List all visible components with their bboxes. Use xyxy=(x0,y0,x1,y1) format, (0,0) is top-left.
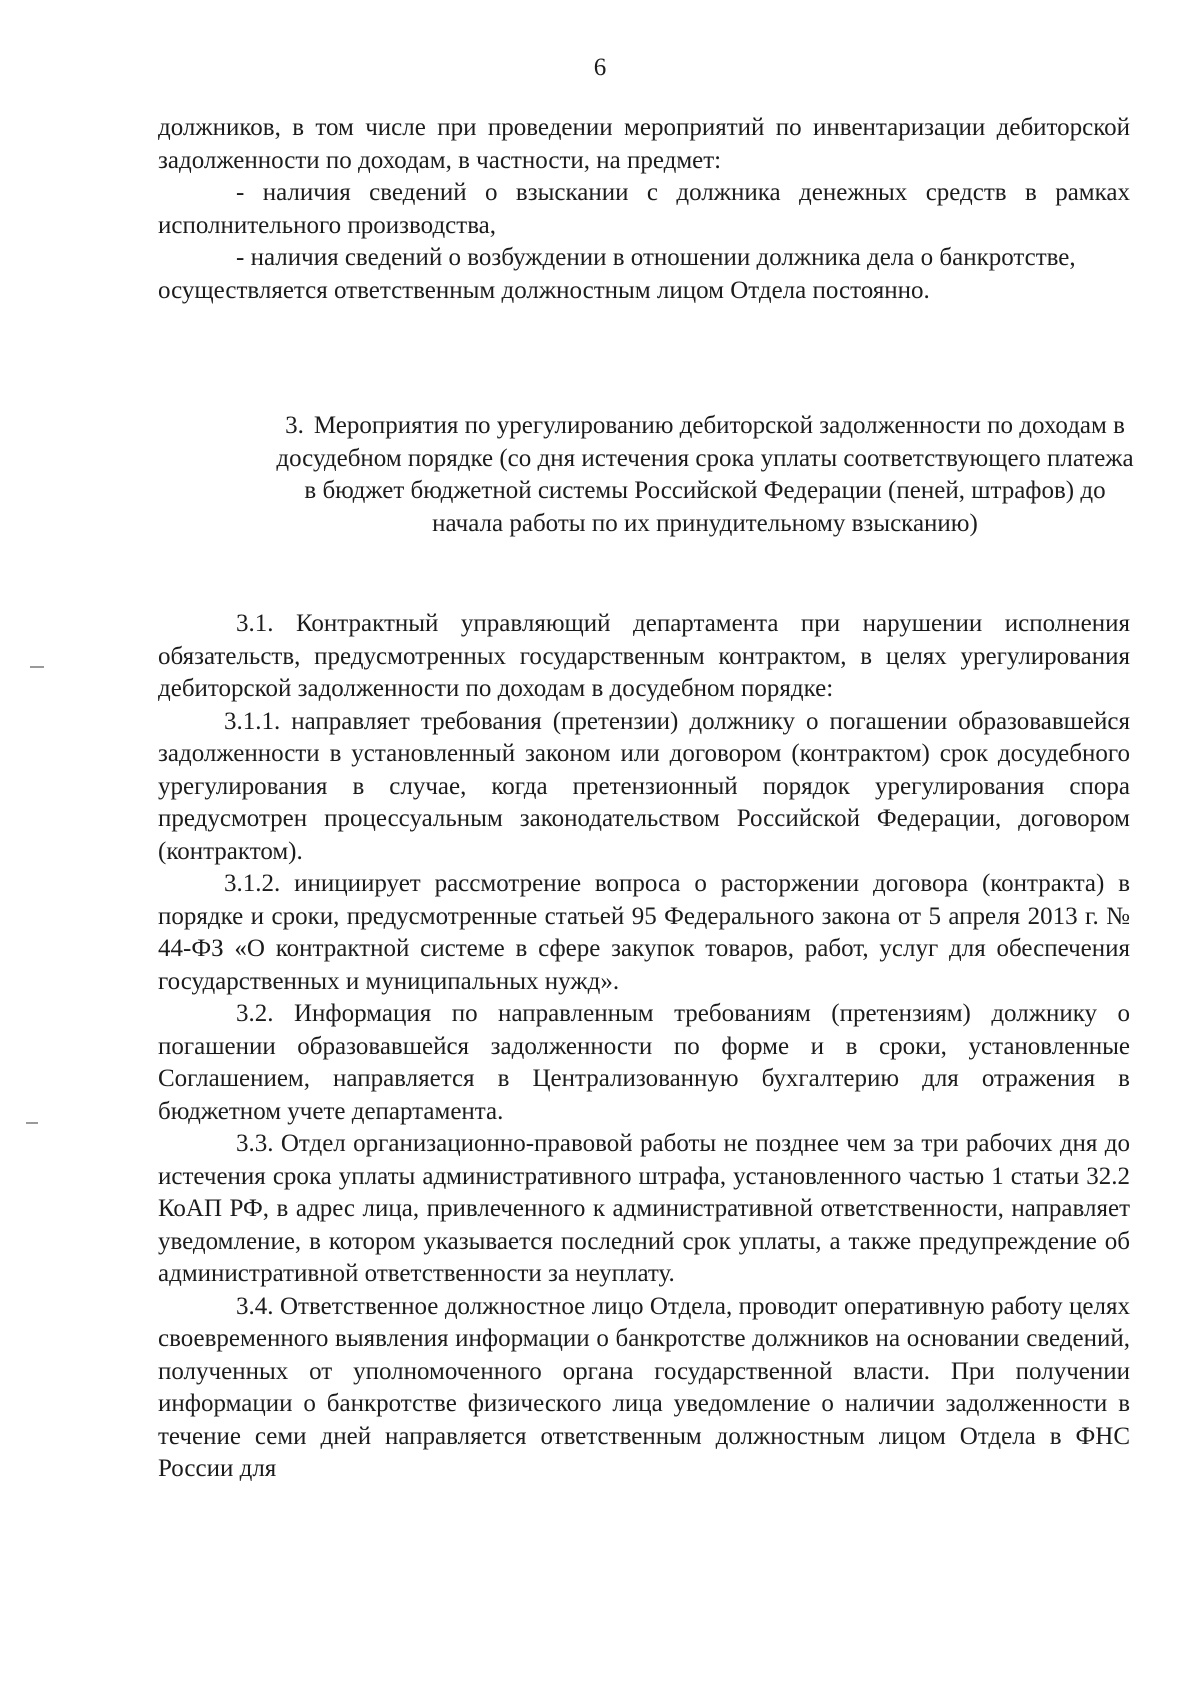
list-item-bankruptcy: - наличия сведений о возбуждении в отношении должника дела о банкротстве, xyxy=(236,244,1076,271)
page-number: 6 xyxy=(593,54,607,81)
clause-3-1: 3.1. Контрактный управляющий департамента при нарушении исполнения обязательств, предусмотренных государственным контрактом, в целях урегулирования дебиторской задолженности по доходам в досудебном порядке: xyxy=(158,610,1130,702)
clause-3-2: 3.2. Информация по направленным требованиям (претензиям) должнику о погашении образовавшейся задолженности по форме и в сроки, установленные Соглашением, направляется в Централизованную бухгалтерию для отражения в бюджетном учете департамента. xyxy=(158,1000,1130,1125)
paragraph-continuation: должников, в том числе при проведении мероприятий по инвентаризации дебиторской задолженности по доходам, в частности, на предмет: xyxy=(158,114,1130,174)
continuation-block xyxy=(158,112,1130,307)
clause-3-1-1: 3.1.1. направляет требования (претензии) должнику о погашении образовавшейся задолженности в установленный законом или договором (контрактом) срок досудебного урегулирования в случае, когда претензионный порядок урегулирования спора предусмотрен процессуальным законодательством Российской Федерации, договором (контрактом). xyxy=(158,707,1130,865)
paragraph-responsible: осуществляется ответственным должностным лицом Отдела постоянно. xyxy=(158,276,930,304)
section-heading xyxy=(270,410,1140,540)
section-body xyxy=(158,608,1130,1486)
clause-3-4: 3.4. Ответственное должностное лицо Отдела, проводит оперативную работу целях своевременного выявления информации о банкротстве должников на основании сведений, полученных от уполномоченного органа государственной власти. При получении информации о банкротстве физического лица уведомление о наличии задолженности в течение семи дней направляется ответственным должностным лицом Отдела в ФНС России для xyxy=(158,1292,1130,1482)
section-title: Мероприятия по урегулированию дебиторской задолженности по доходам в досудебном порядке (со дня истечения срока уплаты соответствующего платежа в бюджет бюджетной системы Российской Федерации (пеней, штрафов) до начала работы по их принудительному взысканию) xyxy=(276,412,1134,537)
list-item-enforcement: - наличия сведений о взыскании с должника денежных средств в рамках исполнительного производства, xyxy=(158,179,1130,239)
section-number: 3. xyxy=(285,412,304,439)
clause-3-3: 3.3. Отдел организационно-правовой работы не позднее чем за три рабочих дня до истечения срока уплаты административного штрафа, установленного частью 1 статьи 32.2 КоАП РФ, в адрес лица, привлеченного к административной ответственности, направляет уведомление, в котором указывается последний срок уплаты, а также предупреждение об административной ответственности за неуплату. xyxy=(158,1130,1130,1287)
scan-artifact-mark xyxy=(30,666,44,668)
clause-3-1-2: 3.1.2. инициирует рассмотрение вопроса о расторжении договора (контракта) в порядке и сроки, предусмотренные статьей 95 Федерального закона от 5 апреля 2013 г. № 44-ФЗ «О контрактной системе в сфере закупок товаров, работ, услуг для обеспечения государственных и муниципальных нужд». xyxy=(158,870,1130,995)
scan-artifact-mark xyxy=(26,1122,38,1124)
